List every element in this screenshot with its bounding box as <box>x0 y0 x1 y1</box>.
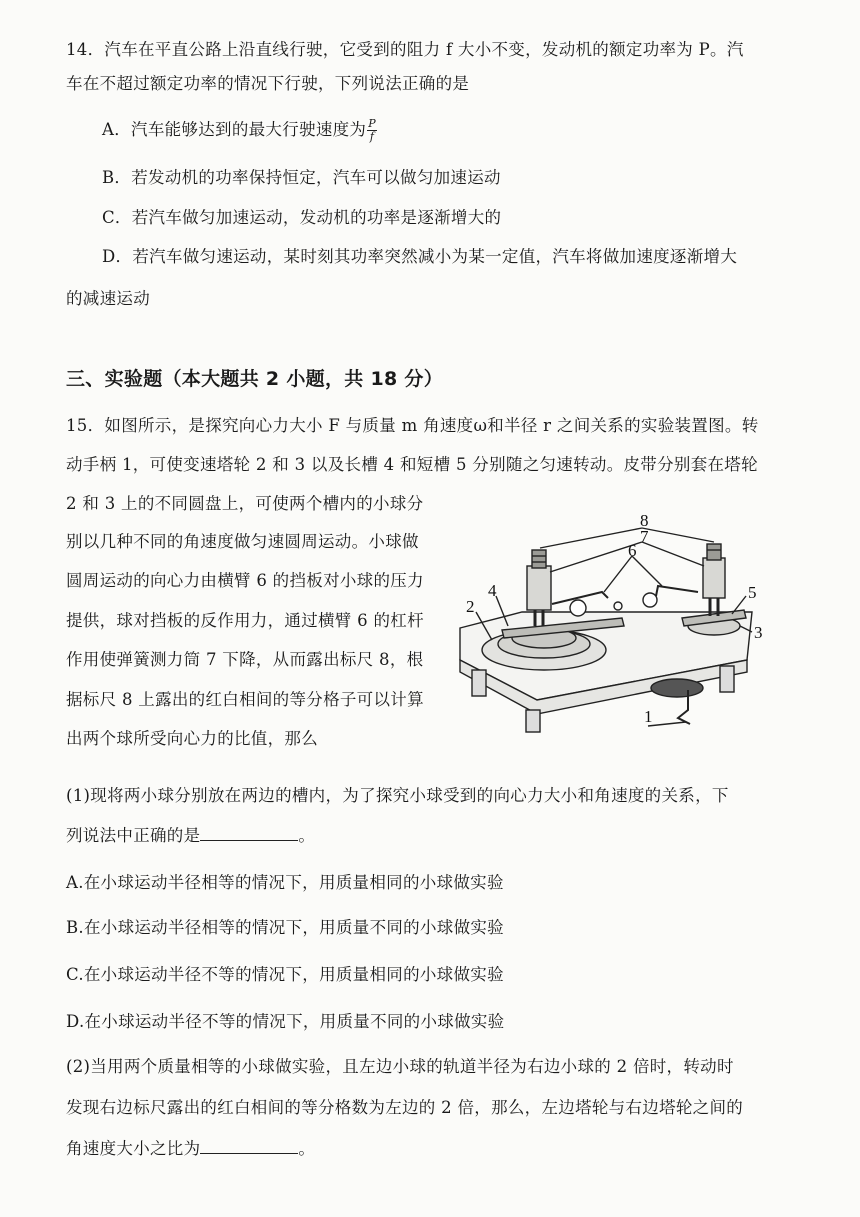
q14-option-b: B．若发动机的功率保持恒定，汽车可以做匀加速运动 <box>102 168 501 187</box>
q15-sub2-line3 <box>66 1135 315 1159</box>
leader-7 <box>550 542 704 572</box>
q15-sub1-line1: (1)现将两小球分别放在两边的槽内，为了探究小球受到的向心力大小和角速度的关系，下 <box>66 786 729 805</box>
spring-cylinder-right <box>703 558 725 598</box>
label-3: 3 <box>754 623 763 642</box>
max-speed-fraction <box>367 118 377 143</box>
label-6: 6 <box>628 541 637 560</box>
leader-8 <box>540 528 714 548</box>
q15-stem-line4: 别以几种不同的角速度做匀速圆周运动。小球做 <box>66 532 419 551</box>
centripetal-force-apparatus-figure <box>452 500 782 745</box>
q15-stem-line8: 据标尺 8 上露出的红白相间的等分格子可以计算 <box>66 690 424 709</box>
q15-stem-line2: 动手柄 1，可使变速塔轮 2 和 3 以及长槽 4 和短槽 5 分别随之匀速转动。皮带分别套在塔轮 <box>66 455 758 474</box>
q15-sub1-prompt: 列说法中正确的是 <box>66 826 201 845</box>
label-8: 8 <box>640 511 649 530</box>
q15-choice-a: A.在小球运动半径相等的情况下，用质量相同的小球做实验 <box>66 873 504 892</box>
q14-option-d-line2: 的减速运动 <box>66 289 150 308</box>
label-5: 5 <box>748 583 757 602</box>
leader-6 <box>604 556 662 592</box>
scale-left <box>532 550 546 568</box>
answer-blank-1[interactable] <box>200 826 298 841</box>
q15-sub2-prompt: 角速度大小之比为 <box>66 1139 201 1158</box>
q15-sub2-line1: (2)当用两个质量相等的小球做实验，且左边小球的轨道半径为右边小球的 2 倍时，转动时 <box>66 1057 734 1076</box>
q15-stem-line5: 圆周运动的向心力由横臂 6 的挡板对小球的压力 <box>66 571 424 590</box>
q15-choice-c: C.在小球运动半径不等的情况下，用质量相同的小球做实验 <box>66 965 504 984</box>
q15-sub1-line2 <box>66 822 315 846</box>
leg-left <box>472 670 486 696</box>
drive-belt <box>651 679 703 697</box>
q15-sub2-line2: 发现右边标尺露出的红白相间的等分格数为左边的 2 倍，那么，左边塔轮与右边塔轮之间的 <box>66 1098 744 1117</box>
leg-front <box>526 710 540 732</box>
q14-option-a <box>102 116 377 143</box>
q15-stem-line6: 提供，球对挡板的反作用力，通过横臂 6 的杠杆 <box>66 611 424 630</box>
label-4: 4 <box>488 581 497 600</box>
fraction-numerator: P <box>368 117 376 130</box>
label-1: 1 <box>644 707 653 726</box>
answer-blank-2[interactable] <box>200 1139 298 1154</box>
spring-cylinder-left <box>527 566 551 610</box>
q15-choice-b: B.在小球运动半径相等的情况下，用质量不同的小球做实验 <box>66 918 504 937</box>
ball-right <box>643 593 657 607</box>
leg-right <box>720 666 734 692</box>
q14-option-c: C．若汽车做匀加速运动，发动机的功率是逐渐增大的 <box>102 208 502 227</box>
label-7: 7 <box>640 527 649 546</box>
fraction-denominator: f <box>369 130 375 143</box>
q15-sub1-end: 。 <box>298 826 316 845</box>
q14-option-a-text: A．汽车能够达到的最大行驶速度为 <box>102 120 367 139</box>
leader-1 <box>648 722 686 726</box>
label-2: 2 <box>466 597 475 616</box>
q14-option-d-line1: D．若汽车做匀速运动，某时刻其功率突然减小为某一定值，汽车将做加速度逐渐增大 <box>102 247 738 266</box>
ball-left <box>570 600 586 616</box>
q15-sub2-end: 。 <box>298 1139 316 1158</box>
q15-choice-d: D.在小球运动半径不等的情况下，用质量不同的小球做实验 <box>66 1012 505 1031</box>
q15-stem-line3: 2 和 3 上的不同圆盘上，可使两个槽内的小球分 <box>66 494 424 513</box>
scale-right <box>707 544 721 560</box>
q15-stem-line9: 出两个球所受向心力的比值，那么 <box>66 729 318 748</box>
q14-stem-line2: 车在不超过额定功率的情况下行驶，下列说法正确的是 <box>66 74 470 93</box>
q15-stem-line7: 作用使弹簧测力筒 7 下降，从而露出标尺 8，根 <box>66 650 424 669</box>
cross-arm-right <box>656 586 698 596</box>
q15-stem-line1: 15．如图所示，是探究向心力大小 F 与质量 m 角速度ω和半径 r 之间关系的实验装置图。转 <box>66 416 759 435</box>
q14-stem-line1: 14．汽车在平直公路上沿直线行驶，它受到的阻力 f 大小不变，发动机的额定功率为 P。汽 <box>66 40 744 59</box>
section-heading: 三、实验题（本大题共 2 小题，共 18 分） <box>66 368 444 390</box>
